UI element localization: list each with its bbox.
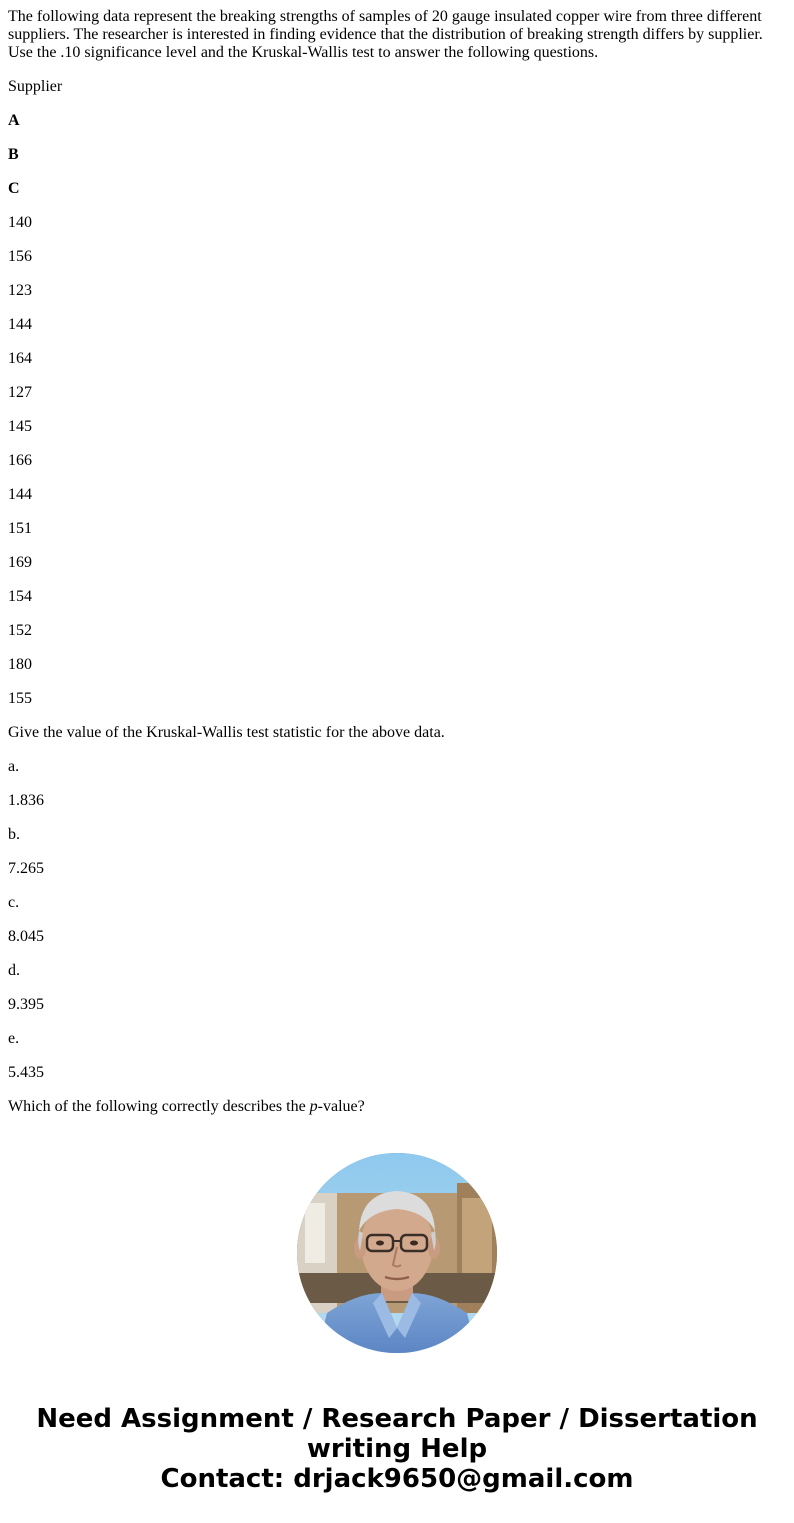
table-title: Supplier <box>8 78 63 95</box>
column-header-a: A <box>8 112 20 129</box>
table-cell: 180 <box>8 656 32 673</box>
column-header-c: C <box>8 180 20 197</box>
choice-value-b: 7.265 <box>8 860 44 877</box>
table-cell: 156 <box>8 248 32 265</box>
question-prompt-statistic: Give the value of the Kruskal-Wallis test statistic for the above data. <box>8 724 445 741</box>
choice-letter-b: b. <box>8 826 20 843</box>
table-cell: 144 <box>8 316 32 333</box>
choice-value-a: 1.836 <box>8 792 44 809</box>
table-cell: 169 <box>8 554 32 571</box>
table-cell: 164 <box>8 350 32 367</box>
question-content <box>8 8 786 1132</box>
table-cell: 166 <box>8 452 32 469</box>
table-cell: 155 <box>8 690 32 707</box>
prompt-italic-p: p <box>309 1098 318 1115</box>
choice-value-e: 5.435 <box>8 1064 44 1081</box>
choice-letter-d: d. <box>8 962 20 979</box>
table-cell: 144 <box>8 486 32 503</box>
choice-value-c: 8.045 <box>8 928 44 945</box>
footer-contact: Contact: drjack9650@gmail.com <box>160 1464 634 1494</box>
prompt-text-after: -value? <box>317 1098 365 1115</box>
table-cell: 127 <box>8 384 32 401</box>
question-intro: The following data represent the breaking strengths of samples of 20 gauge insulated copper wire from three different suppliers. The researcher is interested in finding evidence that the distribution of breaking strength differs by supplier. Use the .10 significance level and the Kruskal-Wallis test to answer the following questions. <box>8 8 763 61</box>
table-cell: 152 <box>8 622 32 639</box>
choice-letter-c: c. <box>8 894 20 911</box>
column-header-b: B <box>8 146 19 163</box>
table-cell: 151 <box>8 520 32 537</box>
prompt-text-before: Which of the following correctly describes the <box>8 1098 310 1115</box>
choice-letter-a: a. <box>8 758 20 775</box>
table-cell: 123 <box>8 282 32 299</box>
table-cell: 145 <box>8 418 32 435</box>
footer-line-2: writing Help <box>306 1434 488 1464</box>
choice-value-d: 9.395 <box>8 996 44 1013</box>
footer-line-1: Need Assignment / Research Paper / Dissertation <box>36 1404 758 1434</box>
question-prompt-pvalue <box>8 1098 786 1116</box>
footer-ad <box>0 1404 794 1494</box>
avatar-portrait-image <box>297 1153 497 1353</box>
avatar <box>297 1153 497 1353</box>
table-cell: 140 <box>8 214 32 231</box>
choice-letter-e: e. <box>8 1030 20 1047</box>
table-cell: 154 <box>8 588 32 605</box>
